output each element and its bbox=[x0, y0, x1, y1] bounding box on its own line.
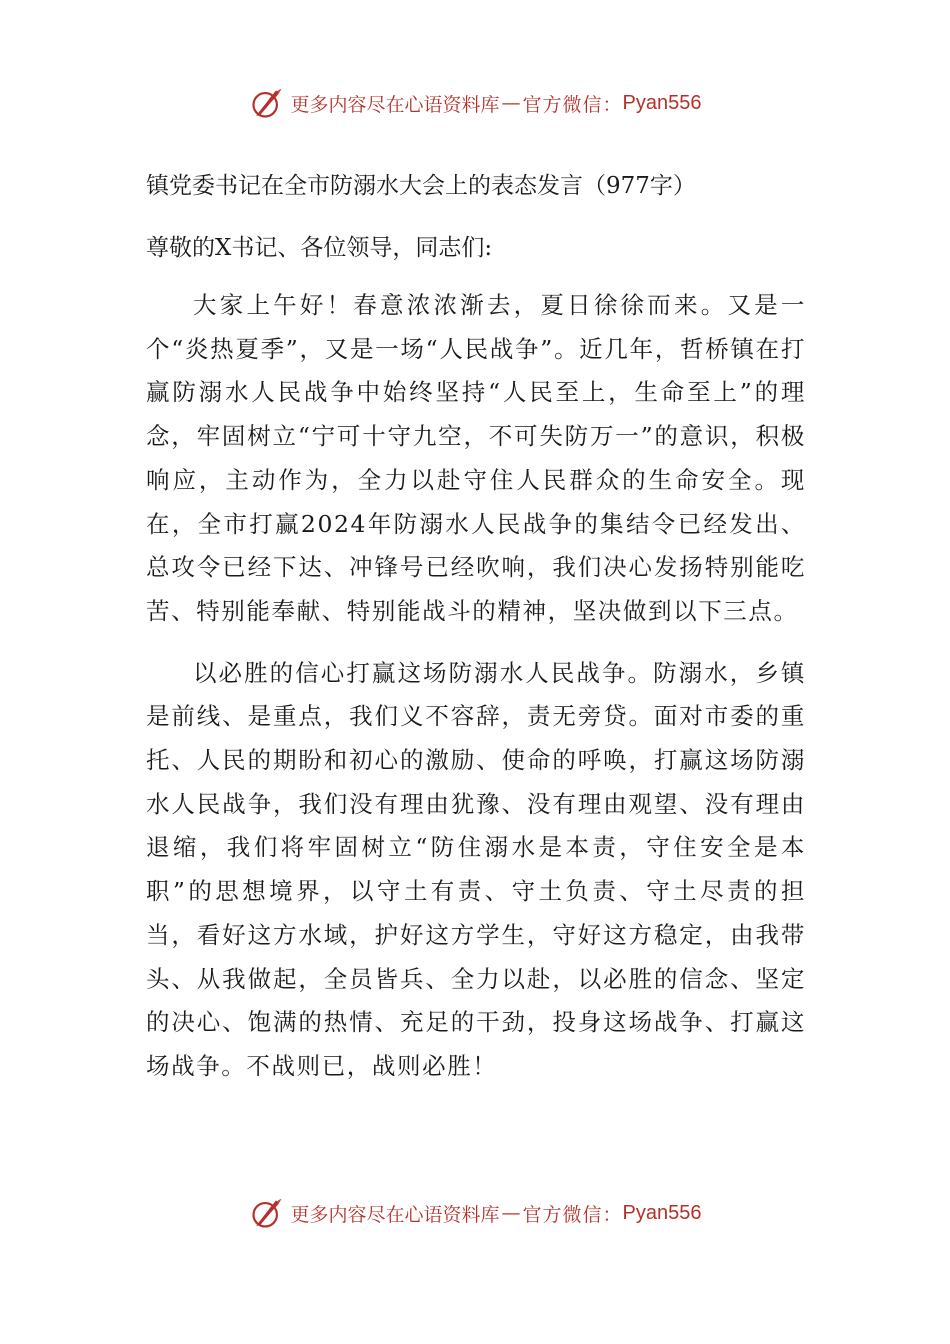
pen-feather-logo-icon bbox=[249, 1195, 285, 1231]
pen-feather-logo-icon bbox=[249, 85, 285, 121]
banner-wechat-label: 官方微信： bbox=[522, 93, 623, 116]
banner-wechat-id: Pyan556 bbox=[622, 91, 702, 114]
paragraph-1: 大家上午好！春意浓浓渐去，夏日徐徐而来。又是一个“炎热夏季”，又是一场“人民战争”。近几年，哲桥镇在打赢防溺水人民战争中始终坚持“人民至上，生命至上”的理念，牢固树立“宁可十守九空，不可失防万一”的意识，积极响应，主动作为，全力以赴守住人民群众的生命安全。现在，全市打赢2024年防溺水人民战争的集结令已经发出、总攻令已经下达、冲锋号已经吹响，我们决心发扬特别能吃苦、特别能奉献、特别能战斗的精神，坚决做到以下三点。 bbox=[146, 291, 806, 625]
footer-banner bbox=[0, 1193, 950, 1233]
banner-site-text: 更多内容尽在心语资料库 bbox=[290, 1203, 500, 1226]
paragraph-2: 以必胜的信心打赢这场防溺水人民战争。防溺水，乡镇是前线、是重点，我们义不容辞，责无旁贷。面对市委的重托、人民的期盼和初心的激励、使命的呼唤，打赢这场防溺水人民战争，我们没有理由犹豫、没有理由观望、没有理由退缩，我们将牢固树立“防住溺水是本责，守住安全是本职”的思想境界，以守土有责、守土负责、守土尽责的担当，看好这方水域，护好这方学生，守好这方稳定，由我带头、从我做起，全员皆兵、全力以赴，以必胜的信念、坚定的决心、饱满的热情、充足的干劲，投身这场战争、打赢这场战争。不战则已，战则必胜！ bbox=[146, 658, 806, 1080]
banner-dash: — bbox=[501, 1202, 521, 1224]
document-body bbox=[146, 164, 806, 1107]
banner-wechat-id: Pyan556 bbox=[622, 1201, 702, 1224]
document-greeting: 尊敬的X书记、各位领导，同志们: bbox=[146, 235, 493, 261]
header-banner bbox=[0, 83, 950, 123]
banner-wechat-label: 官方微信： bbox=[522, 1203, 623, 1226]
banner-dash: — bbox=[501, 92, 521, 114]
document-title: 镇党委书记在全市防溺水大会上的表态发言（977字） bbox=[146, 173, 696, 199]
banner-site-text: 更多内容尽在心语资料库 bbox=[290, 93, 500, 116]
